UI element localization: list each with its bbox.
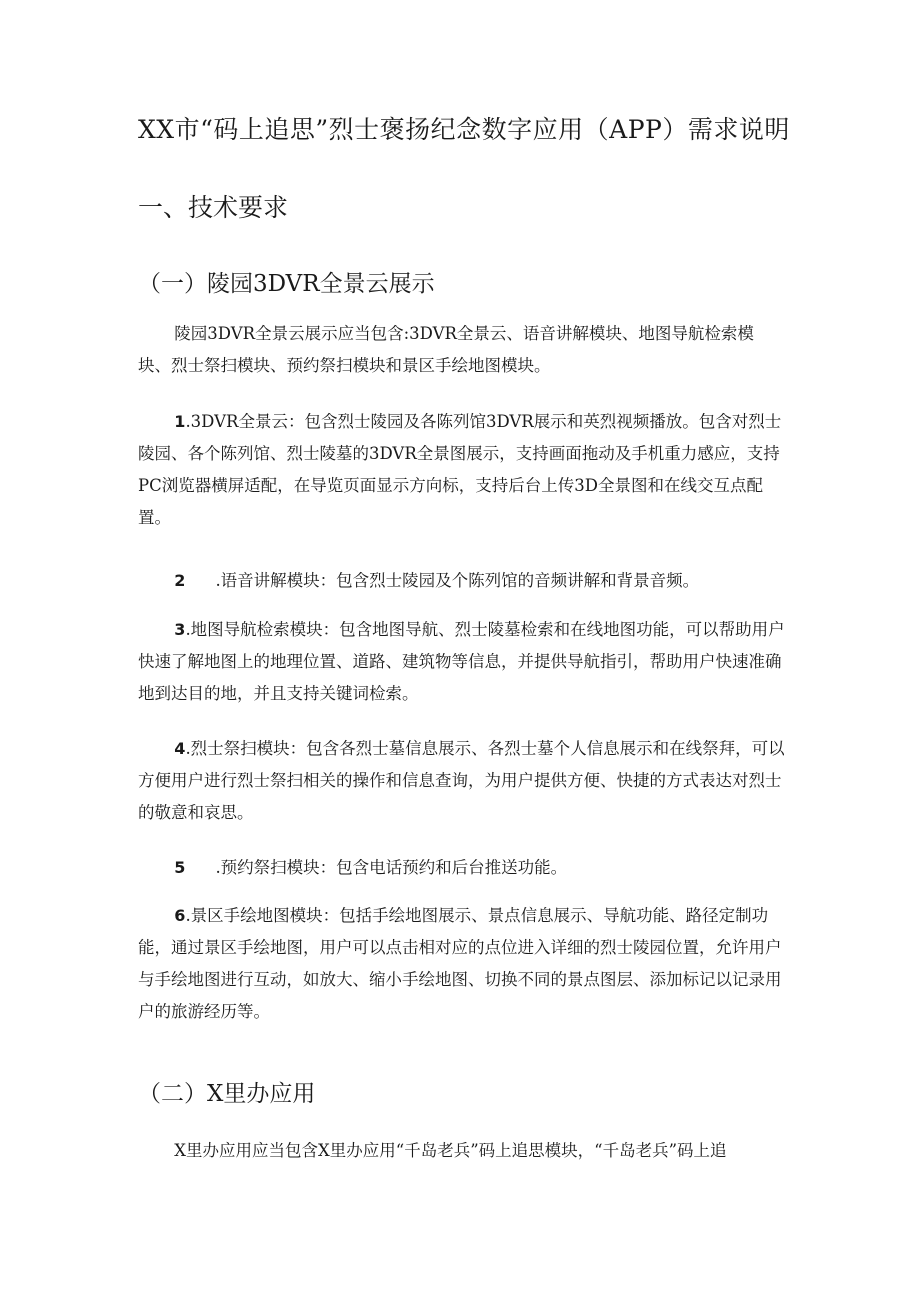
paragraph-intro-app: X里办应用应当包含X里办应用“千岛老兵”码上追思模块，“千岛老兵”码上追	[174, 1141, 727, 1160]
subsection-heading-vr-panorama: （一）陵园3DVR全景云展示	[138, 271, 435, 297]
list-item-text: .预约祭扫模块：包含电话预约和后台推送功能。	[215, 858, 568, 877]
list-item-4	[138, 733, 786, 829]
list-item-number: 6	[174, 906, 186, 925]
list-item-number: 4	[174, 739, 186, 758]
list-item-text: .景区手绘地图模块：包括手绘地图展示、景点信息展示、导航功能、路径定制功能，通过景区手绘地图，用户可以点击相对应的点位进入详细的烈士陵园位置，允许用户与手绘地图进行互动，如放大、缩小手绘地图、切换不同的景点图层、添加标记以记录用户的旅游经历等。	[138, 906, 782, 1021]
list-item-5	[138, 852, 786, 884]
list-item-number: 2	[174, 571, 186, 590]
list-item-text: .地图导航检索模块：包含地图导航、烈士陵墓检索和在线地图功能，可以帮助用户快速了解地图上的地理位置、道路、建筑物等信息，并提供导航指引，帮助用户快速准确地到达目的地，并且支持关键词检索。	[138, 620, 785, 703]
list-item-text: .语音讲解模块：包含烈士陵园及个陈列馆的音频讲解和背景音频。	[215, 571, 700, 590]
list-item-number: 5	[174, 858, 186, 877]
subsection-heading-app: （二）X里办应用	[138, 1081, 316, 1107]
list-item-2	[138, 565, 786, 597]
document-title: XX市“码上追思”烈士褒扬纪念数字应用（APP）需求说明	[138, 115, 790, 144]
list-item-number: 1	[174, 412, 186, 431]
list-item-6	[138, 900, 786, 1028]
list-item-text: .烈士祭扫模块：包含各烈士墓信息展示、各烈士墓个人信息展示和在线祭拜，可以方便用户进行烈士祭扫相关的操作和信息查询，为用户提供方便、快捷的方式表达对烈士的敬意和哀思。	[138, 739, 785, 822]
paragraph-intro-vr: 陵园3DVR全景云展示应当包含:3DVR全景云、语音讲解模块、地图导航检索模块、烈士祭扫模块、预约祭扫模块和景区手绘地图模块。	[138, 324, 754, 375]
list-item-1	[138, 406, 786, 534]
list-item-text: .3DVR全景云：包含烈士陵园及各陈列馆3DVR展示和英烈视频播放。包含对烈士陵园、各个陈列馆、烈士陵墓的3DVR全景图展示，支持画面拖动及手机重力感应，支持PC浏览器横屏适配，在导览页面显示方向标，支持后台上传3D全景图和在线交互点配置。	[138, 412, 782, 527]
list-item-3	[138, 614, 786, 710]
list-item-number: 3	[174, 620, 186, 639]
section-heading-technical-requirements: 一、技术要求	[138, 193, 289, 222]
